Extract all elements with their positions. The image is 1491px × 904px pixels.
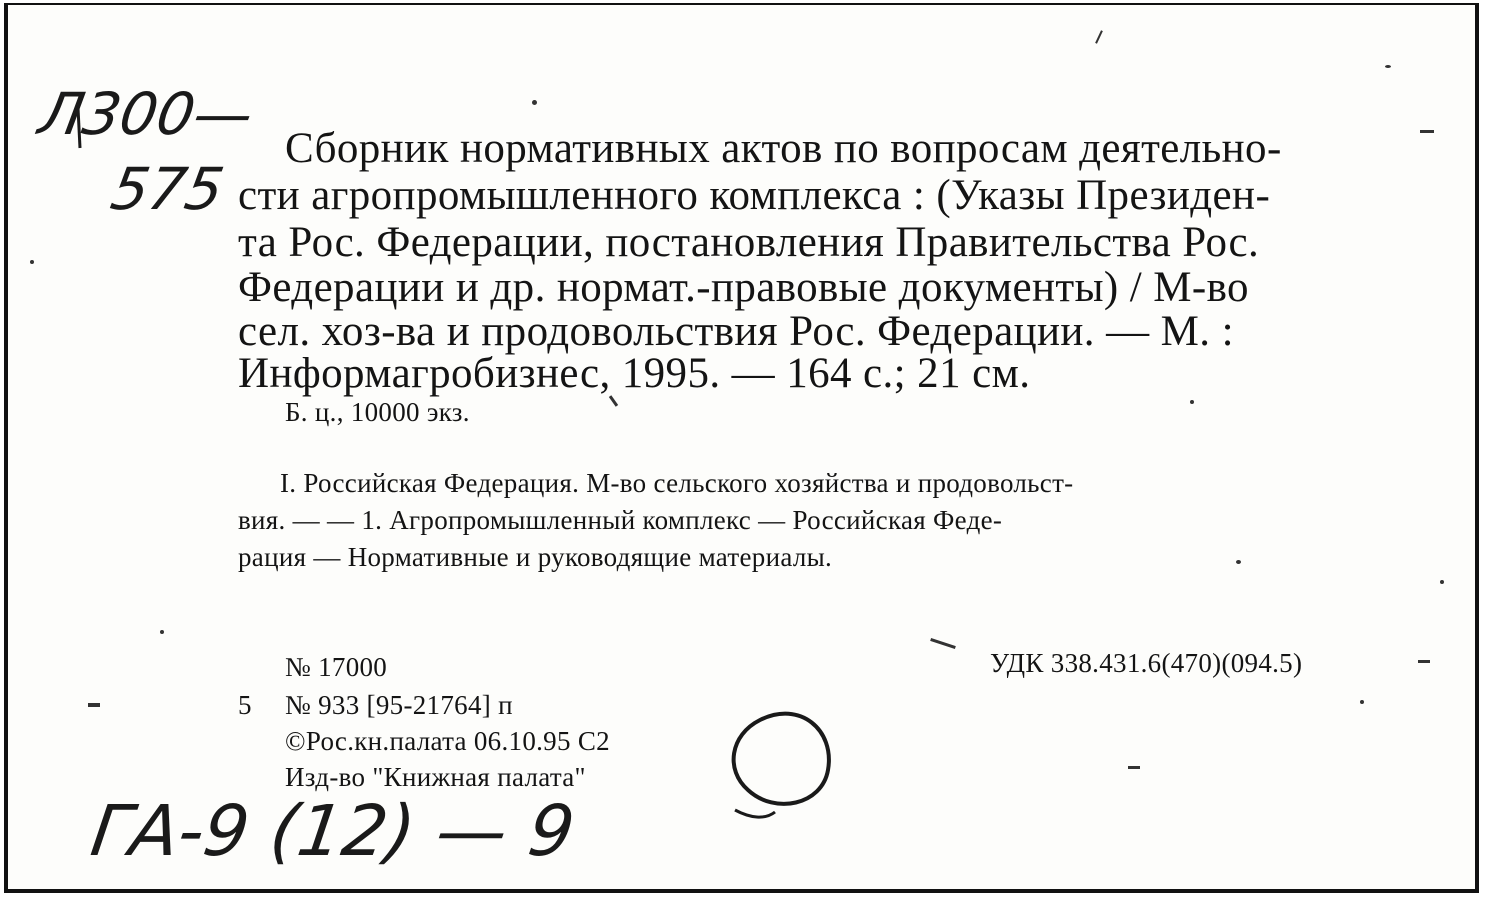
scan-speck xyxy=(532,100,537,105)
scan-speck xyxy=(1440,580,1444,584)
description-line-2: сти агропромышленного комплекса : (Указы Президен- xyxy=(238,172,1271,219)
scan-speck xyxy=(1360,700,1364,704)
scan-speck xyxy=(1420,130,1434,133)
scan-speck xyxy=(160,630,164,634)
scan-speck xyxy=(88,703,100,707)
scan-speck xyxy=(1418,660,1430,663)
order-number: № 933 [95-21764] п xyxy=(285,690,513,720)
scan-speck xyxy=(1128,766,1140,769)
record-number: № 17000 xyxy=(285,652,388,682)
card-prefix-number: 5 xyxy=(238,690,252,720)
subject-line-1: I. Российская Федерация. М-во сельского хозяйства и продовольст- xyxy=(280,468,1074,498)
description-line-5: сел. хоз-ва и продовольствия Рос. Федерации. — М. : xyxy=(238,308,1234,355)
scan-speck xyxy=(1190,400,1194,404)
handwritten-shelfmark-line1: Л300— xyxy=(34,80,259,148)
description-line-3: та Рос. Федерации, постановления Правительства Рос. xyxy=(238,219,1260,266)
scan-speck xyxy=(30,260,34,264)
scan-speck xyxy=(1236,560,1241,564)
price-and-print-run: Б. ц., 10000 экз. xyxy=(285,397,470,427)
description-line-4: Федерации и др. нормат.-правовые документы) / М-во xyxy=(238,264,1249,311)
copyright-line: ©Рос.кн.палата 06.10.95 С2 xyxy=(285,726,610,756)
subject-line-2: вия. — — 1. Агропромышленный комплекс — Российская Феде- xyxy=(238,505,1003,535)
description-line-1: Сборник нормативных актов по вопросам деятельно- xyxy=(285,125,1282,172)
publisher-line: Изд-во "Книжная палата" xyxy=(285,762,586,792)
scan-speck xyxy=(1385,65,1391,68)
subject-line-3: рация — Нормативные и руководящие материалы. xyxy=(238,542,833,572)
handwritten-bottom-mark: ГА-9 (12) — 9 xyxy=(86,790,580,872)
udk-code: УДК 338.431.6(470)(094.5) xyxy=(990,648,1303,678)
description-line-6: Информагробизнес, 1995. — 164 с.; 21 см. xyxy=(238,350,1031,397)
handwritten-shelfmark-line2: 575 xyxy=(106,155,229,223)
